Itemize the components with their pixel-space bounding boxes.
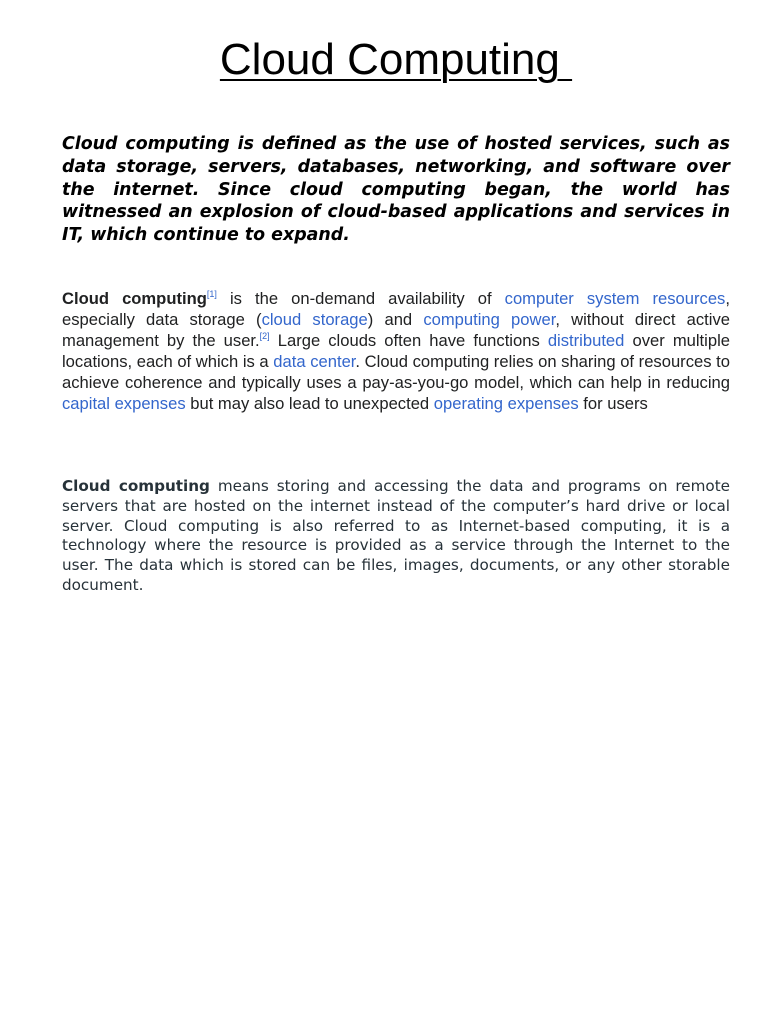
intro-paragraph: Cloud computing is defined as the use of hosted services, such as data storage, servers, databases, networking, and software over the internet. Since cloud computing began, the world has witnessed an explosion of cloud-based applications and services in IT, which continue to expand. bbox=[62, 134, 730, 246]
paragraph-lead-term: Cloud computing bbox=[62, 477, 210, 495]
paragraph-text: . Cloud computing relies on sharing of resources to achieve coherence and typically uses a pay-as-you-go model, which can help in reducing bbox=[62, 352, 730, 392]
citation-1[interactable] bbox=[207, 289, 217, 299]
document-title bbox=[62, 36, 730, 84]
link-computer-system-resources[interactable]: computer system resources bbox=[504, 289, 726, 308]
paragraph-text: , without direct active management by the user. bbox=[62, 310, 730, 350]
paragraph-text: but may also lead to unexpected bbox=[185, 394, 434, 413]
link-distributed[interactable]: distributed bbox=[547, 331, 625, 350]
citation-2[interactable] bbox=[260, 331, 270, 341]
paragraph-text: for users bbox=[578, 394, 648, 413]
paragraph-text: , especially data storage ( bbox=[62, 289, 730, 329]
paragraph-text: Large clouds often have functions bbox=[269, 331, 548, 350]
link-data-center[interactable]: data center bbox=[273, 352, 356, 371]
citation-link-1[interactable]: [1] bbox=[206, 289, 217, 299]
paragraph-text: over multiple locations, each of which is a bbox=[62, 331, 730, 371]
paragraph-text: ) and bbox=[367, 310, 424, 329]
definition-paragraph bbox=[62, 288, 730, 414]
link-capital-expenses[interactable]: capital expenses bbox=[62, 394, 186, 413]
paragraph-text: is the on-demand availability of bbox=[216, 289, 505, 308]
description-paragraph bbox=[62, 477, 730, 596]
link-operating-expenses[interactable]: operating expenses bbox=[433, 394, 579, 413]
link-computing-power[interactable]: computing power bbox=[423, 310, 556, 329]
link-cloud-storage[interactable]: cloud storage bbox=[261, 310, 368, 329]
paragraph-text: means storing and accessing the data and programs on remote servers that are hosted on the internet instead of the computer’s hard drive or local server. Cloud computing is also referred to as Internet-based computing, it is a technology where the resource is provided as a service through the Internet to the user. The data which is stored can be files, images, documents, or any other storable document. bbox=[62, 477, 730, 594]
title-text: Cloud Computing bbox=[219, 35, 573, 84]
paragraph-lead-term: Cloud computing bbox=[62, 289, 207, 308]
citation-link-2[interactable]: [2] bbox=[259, 331, 270, 341]
